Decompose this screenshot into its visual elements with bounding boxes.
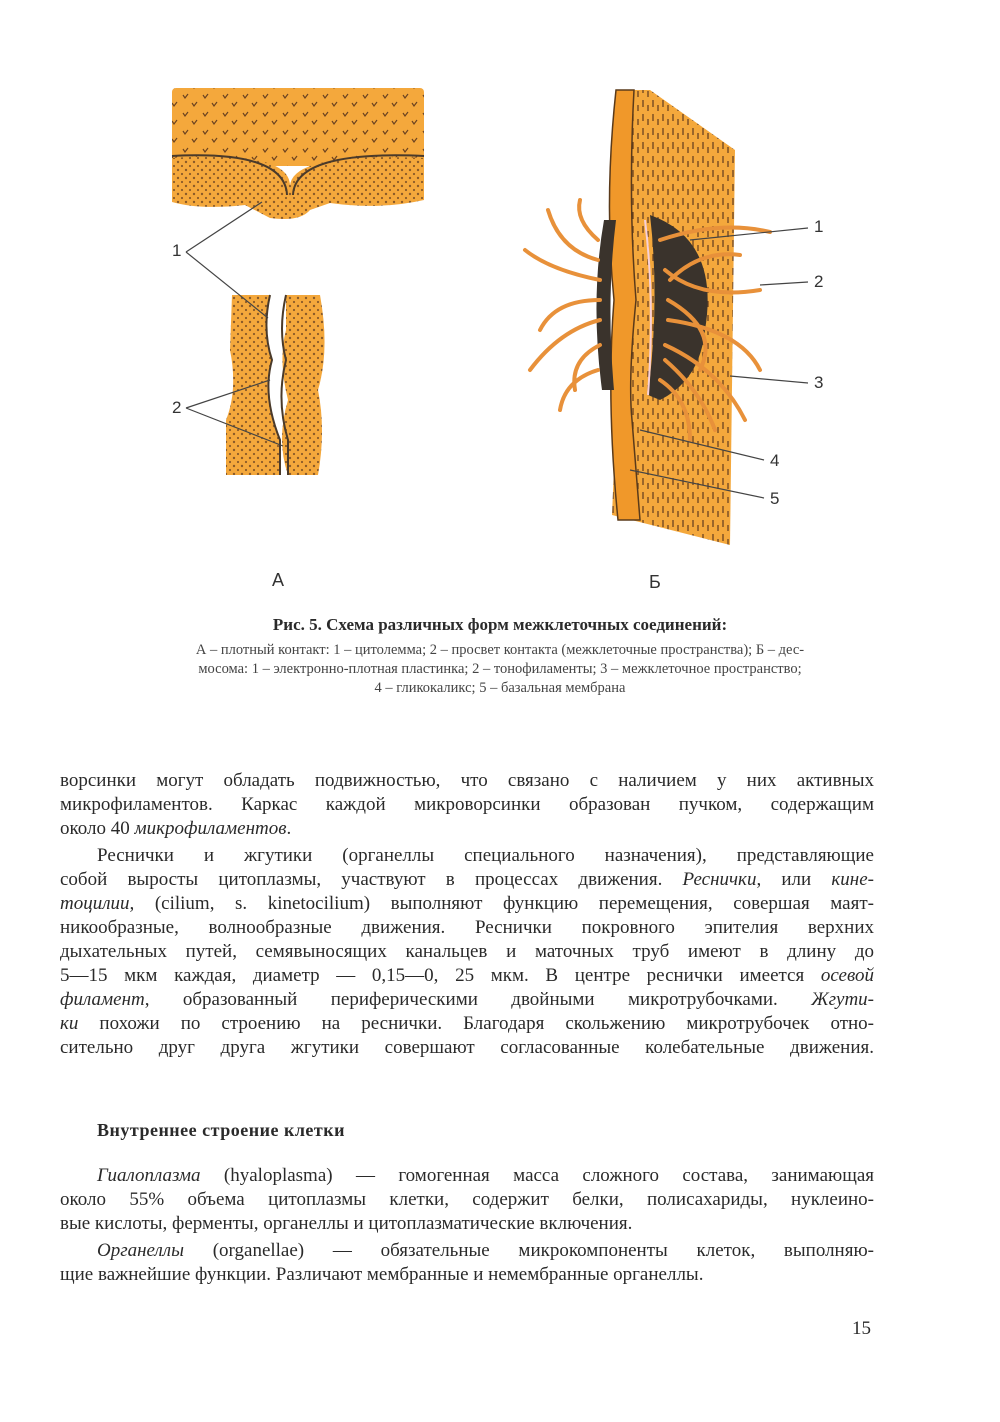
panel-a-callout-1: 1: [172, 241, 182, 260]
panel-a-bottom: [226, 295, 325, 475]
caption-line: 4 – гликокаликс; 5 – базальная мембрана: [374, 680, 626, 696]
body-line: никообразные, волнообразные движения. Реснички покровного эпителия верхних: [60, 917, 874, 938]
panel-b-callout-4: 4: [770, 451, 780, 470]
body-line: сительно друг друга жгутики совершают согласованные колебательные движения.: [60, 1037, 874, 1058]
figure-caption: [55, 615, 945, 698]
caption-line: А – плотный контакт: 1 – цитолемма; 2 – просвет контакта (межклеточные пространства); Б – дес-: [195, 642, 805, 658]
body-line: около 55% объема цитоплазмы клетки, содержит белки, полисахариды, нуклеино-: [60, 1189, 874, 1210]
figure-5: [0, 0, 1000, 600]
panel-b-desmosome: [525, 90, 770, 545]
body-line: вые кислоты, ферменты, органеллы и цитоплазматические включения.: [60, 1213, 633, 1234]
panel-b-callout-1: 1: [814, 217, 824, 236]
panel-a-label: А: [272, 570, 285, 590]
body-line: тоцилии, (cilium, s. kinetocilium) выполняют функцию перемещения, совершая маят-: [60, 893, 874, 914]
panel-b-callout-5: 5: [770, 489, 780, 508]
figure-illustration: [0, 0, 1000, 600]
panel-a-callout-2: 2: [172, 398, 182, 417]
caption-title: Рис. 5. Схема различных форм межклеточных соединений:: [272, 615, 728, 634]
body-line: собой выросты цитоплазмы, участвуют в процессах движения. Реснички, или кине-: [60, 869, 874, 890]
panel-b-callout-2: 2: [814, 272, 824, 291]
body-line: ворсинки могут обладать подвижностью, что связано с наличием у них активных: [60, 770, 874, 791]
section-heading: Внутреннее строение клетки: [97, 1120, 345, 1140]
body-line: Органеллы (organellae) — обязательные микрокомпоненты клеток, выполняю-: [97, 1240, 874, 1261]
body-line: дыхательных путей, семявыносящих канальцев и маточных труб имеют в длину до: [60, 941, 874, 962]
body-line: Реснички и жгутики (органеллы специального назначения), представляющие: [97, 845, 874, 866]
panel-a-top: [172, 88, 424, 219]
body-line: ки похожи по строению на реснички. Благодаря скольжению микротрубочек отно-: [60, 1013, 874, 1034]
body-line: щие важнейшие функции. Различают мембранные и немембранные органеллы.: [60, 1264, 704, 1285]
body-line: микрофиламентов. Каркас каждой микроворсинки образован пучком, содержащим: [60, 794, 874, 815]
body-line: филамент, образованный периферическими двойными микротрубочками. Жгути-: [60, 989, 874, 1010]
caption-line: мосома: 1 – электронно-плотная пластинка; 2 – тонофиламенты; 3 – межклеточное пространство;: [198, 661, 802, 677]
body-line: Гиалоплазма (hyaloplasma) — гомогенная масса сложного состава, занимающая: [97, 1165, 874, 1186]
body-line: около 40 микрофиламентов.: [60, 818, 292, 839]
body-line: 5—15 мкм каждая, диаметр — 0,15—0, 25 мкм. В центре реснички имеется осевой: [60, 965, 874, 986]
panel-b-callout-3: 3: [814, 373, 824, 392]
page-number: 15: [852, 1318, 871, 1339]
panel-b-label: Б: [649, 572, 661, 592]
